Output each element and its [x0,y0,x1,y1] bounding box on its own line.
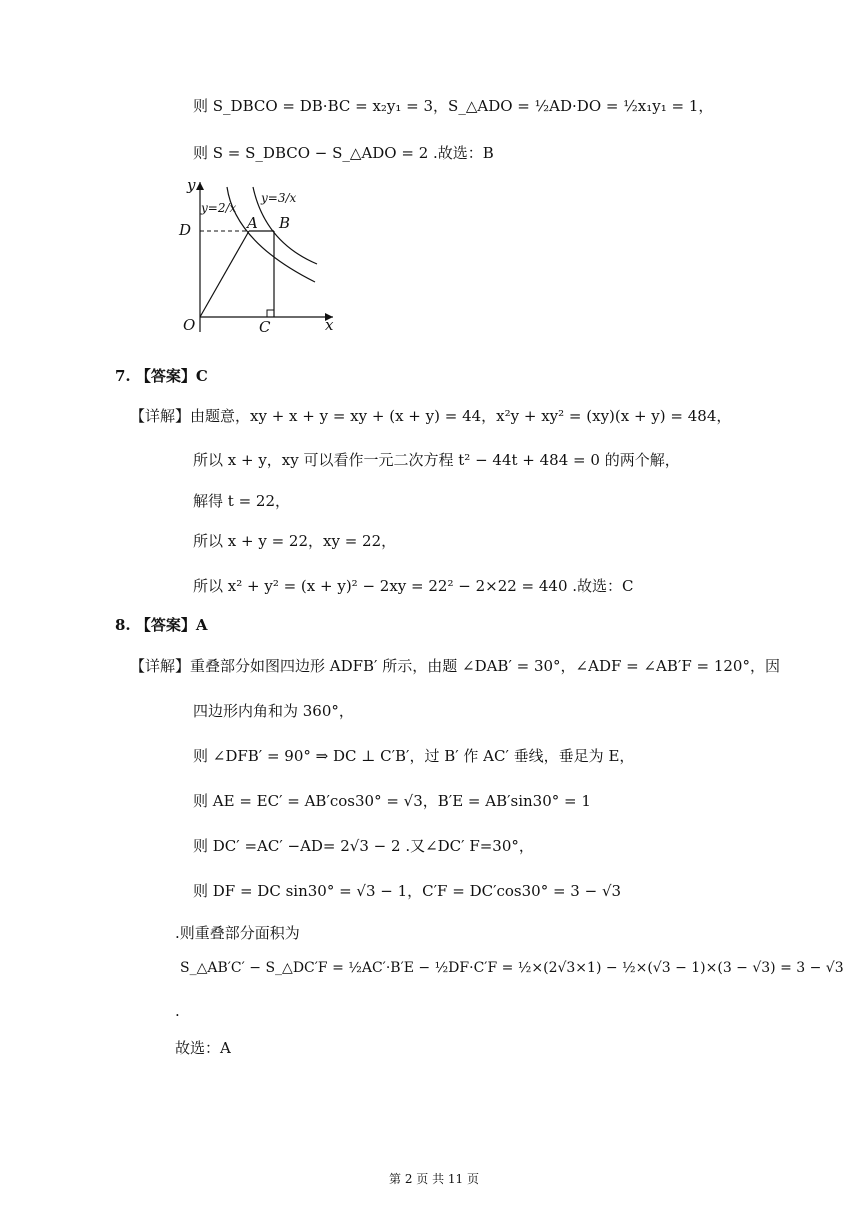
point-a-label: A [247,214,258,232]
q8-detail-line: 【详解】重叠部分如图四边形 ADFB′ 所示，由题 ∠DAB′ = 30°，∠ADF = ∠AB′F = 120°，因 [130,657,780,675]
q7-detail-line: 所以 x² + y² = (x + y)² − 2xy = 22² − 2×22 = 440 .故选：C [193,577,634,595]
q7-detail-line: 【详解】由题意，xy + x + y = xy + (x + y) = 44，x²y + xy² = (xy)(x + y) = 484， [130,407,732,425]
q8-detail-line: S_△AB′C′ − S_△DC′F = ½AC′·B′E − ½DF·C′F = ½×(2√3×1) − ½×(√3 − 1)×(3 − √3) = 3 − √3 [180,960,844,976]
q7-detail-line: 解得 t = 22， [193,492,290,510]
q7-detail-line: 所以 x + y = 22，xy = 22， [193,532,397,550]
solution-line-area: 则 S_DBCO = DB·BC = x₂y₁ = 3，S_△ADO = ½AD·DO = ½x₁y₁ = 1， [193,97,714,115]
point-o-label: O [183,316,196,334]
q7-answer-heading: 7. 【答案】C [115,367,208,385]
point-b-label: B [279,214,291,232]
q8-detail-line: 四边形内角和为 360°， [193,702,354,720]
y-axis-label: y [187,176,196,194]
x-axis-label: x [325,316,334,334]
page-footer: 第 2 页 共 11 页 [389,1172,479,1186]
hyperbola-figure [165,172,345,347]
q8-detail-line: 则 ∠DFB′ = 90° ⇒ DC ⊥ C′B′，过 B′ 作 AC′ 垂线，垂足为 E， [193,747,635,765]
q8-detail-line: 则 DC′ =AC′ −AD= 2√3 − 2 .又∠DC′ F=30°， [193,837,534,855]
q8-detail-line: 故选：A [175,1039,231,1057]
solution-line-answer: 则 S = S_DBCO − S_△ADO = 2 .故选：B [193,144,494,162]
q8-detail-line: .则重叠部分面积为 [175,924,300,942]
q8-detail-line: 则 DF = DC sin30° = √3 − 1，C′F = DC′cos30° = 3 − √3 [193,882,622,900]
q8-answer-heading: 8. 【答案】A [115,616,208,634]
q8-detail-line: . [175,1002,180,1020]
point-c-label: C [259,318,271,336]
curve-3-over-x-label: y=3/x [261,191,297,205]
q7-detail-line: 所以 x + y，xy 可以看作一元二次方程 t² − 44t + 484 = 0 的两个解， [193,451,680,469]
curve-2-over-x-label: y=2/x [201,201,237,215]
point-d-label: D [179,221,192,239]
q8-detail-line: 则 AE = EC′ = AB′cos30° = √3，B′E = AB′sin30° = 1 [193,792,591,810]
